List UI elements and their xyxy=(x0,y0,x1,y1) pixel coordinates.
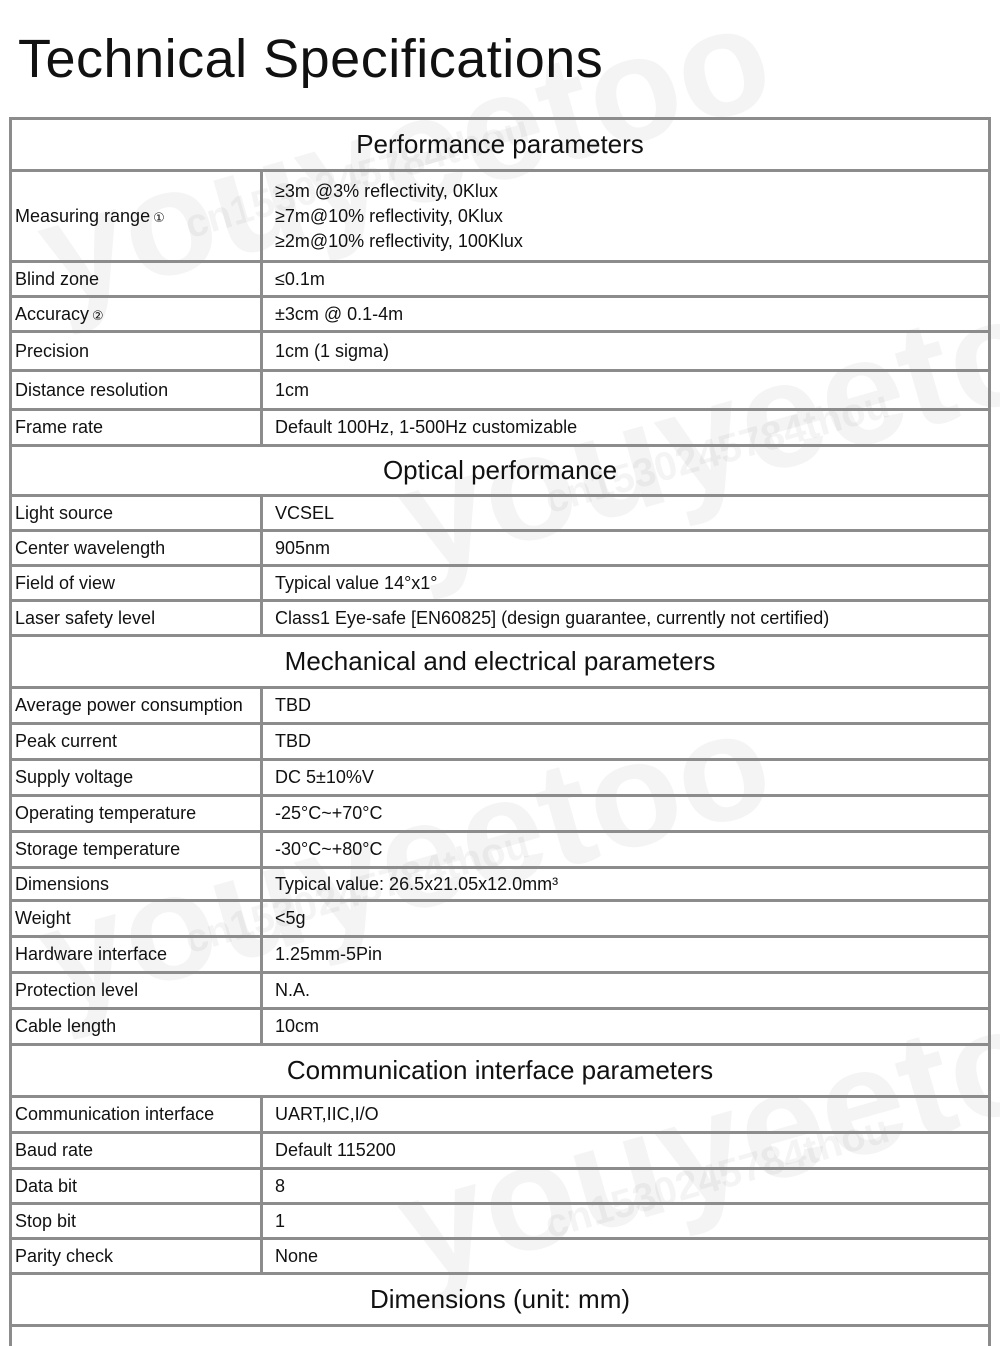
spec-label: Baud rate xyxy=(11,1133,262,1169)
spec-row xyxy=(11,688,990,724)
spec-row xyxy=(11,973,990,1009)
spec-row xyxy=(11,1009,990,1045)
spec-label: Protection level xyxy=(11,973,262,1009)
spec-row xyxy=(11,297,990,332)
spec-value: 905nm xyxy=(262,531,990,566)
spec-row xyxy=(11,937,990,973)
spec-row xyxy=(11,566,990,601)
spec-value: DC 5±10%V xyxy=(262,760,990,796)
section-header-dimensions: Dimensions (unit: mm) xyxy=(11,1274,990,1326)
spec-row xyxy=(11,1239,990,1274)
page-title: Technical Specifications xyxy=(18,29,604,89)
spec-value: Typical value 14°x1° xyxy=(262,566,990,601)
spec-row xyxy=(11,371,990,410)
spec-row xyxy=(11,760,990,796)
spec-label: Dimensions xyxy=(11,868,262,901)
spec-value: 1cm xyxy=(262,371,990,410)
spec-row xyxy=(11,1169,990,1204)
spec-label: Field of view xyxy=(11,566,262,601)
spec-row xyxy=(11,410,990,446)
section-header-mechanical-electrical: Mechanical and electrical parameters xyxy=(11,636,990,688)
section-header-performance: Performance parameters xyxy=(11,119,990,171)
spec-row xyxy=(11,724,990,760)
spec-label: Weight xyxy=(11,901,262,937)
spec-label: Data bit xyxy=(11,1169,262,1204)
spec-row xyxy=(11,832,990,868)
spec-value: N.A. xyxy=(262,973,990,1009)
spec-row xyxy=(11,531,990,566)
spec-label: Accuracy ② xyxy=(11,297,262,332)
spec-value: Typical value: 26.5x21.05x12.0mm³ xyxy=(262,868,990,901)
spec-label: Average power consumption xyxy=(11,688,262,724)
spec-value: TBD xyxy=(262,724,990,760)
spec-value: -30°C~+80°C xyxy=(262,832,990,868)
spec-value: -25°C~+70°C xyxy=(262,796,990,832)
spec-row xyxy=(11,601,990,636)
spec-label: Center wavelength xyxy=(11,531,262,566)
spec-label: Light source xyxy=(11,496,262,531)
spec-label: Communication interface xyxy=(11,1097,262,1133)
spec-label: Precision xyxy=(11,332,262,371)
spec-label: Laser safety level xyxy=(11,601,262,636)
spec-value: Class1 Eye-safe [EN60825] (design guarantee, currently not certified) xyxy=(262,601,990,636)
spec-label: Operating temperature xyxy=(11,796,262,832)
spec-label: Peak current xyxy=(11,724,262,760)
spec-label: Cable length xyxy=(11,1009,262,1045)
spec-label: Parity check xyxy=(11,1239,262,1274)
spec-value: ≥3m @3% reflectivity, 0Klux ≥7m@10% reflectivity, 0Klux ≥2m@10% reflectivity, 100Klux xyxy=(262,171,990,262)
spec-row xyxy=(11,1097,990,1133)
spec-value: 1 xyxy=(262,1204,990,1239)
spec-row xyxy=(11,796,990,832)
section-header-optical: Optical performance xyxy=(11,446,990,496)
spec-value: None xyxy=(262,1239,990,1274)
footnote-marker: ① xyxy=(153,209,165,225)
spec-value: TBD xyxy=(262,688,990,724)
spec-label: Hardware interface xyxy=(11,937,262,973)
spec-row xyxy=(11,1204,990,1239)
spec-value: Default 100Hz, 1-500Hz customizable xyxy=(262,410,990,446)
spec-value: <5g xyxy=(262,901,990,937)
dimensions-drawing-area xyxy=(11,1326,990,1346)
spec-value: 10cm xyxy=(262,1009,990,1045)
spec-value: 1cm (1 sigma) xyxy=(262,332,990,371)
spec-label: Measuring range ① xyxy=(11,171,262,262)
spec-label: Supply voltage xyxy=(11,760,262,796)
spec-row xyxy=(11,1133,990,1169)
spec-value: ≤0.1m xyxy=(262,262,990,297)
specifications-table xyxy=(9,117,991,1346)
spec-value: VCSEL xyxy=(262,496,990,531)
spec-row xyxy=(11,868,990,901)
footnote-marker: ② xyxy=(92,307,104,323)
spec-label: Blind zone xyxy=(11,262,262,297)
section-header-communication: Communication interface parameters xyxy=(11,1045,990,1097)
spec-value: ±3cm @ 0.1-4m xyxy=(262,297,990,332)
spec-row xyxy=(11,171,990,262)
spec-row xyxy=(11,262,990,297)
spec-value: 8 xyxy=(262,1169,990,1204)
spec-label: Distance resolution xyxy=(11,371,262,410)
spec-value: UART,IIC,I/O xyxy=(262,1097,990,1133)
spec-value: Default 115200 xyxy=(262,1133,990,1169)
spec-row xyxy=(11,332,990,371)
spec-value: 1.25mm-5Pin xyxy=(262,937,990,973)
spec-label: Storage temperature xyxy=(11,832,262,868)
spec-row xyxy=(11,901,990,937)
spec-row xyxy=(11,496,990,531)
spec-label: Stop bit xyxy=(11,1204,262,1239)
spec-label: Frame rate xyxy=(11,410,262,446)
